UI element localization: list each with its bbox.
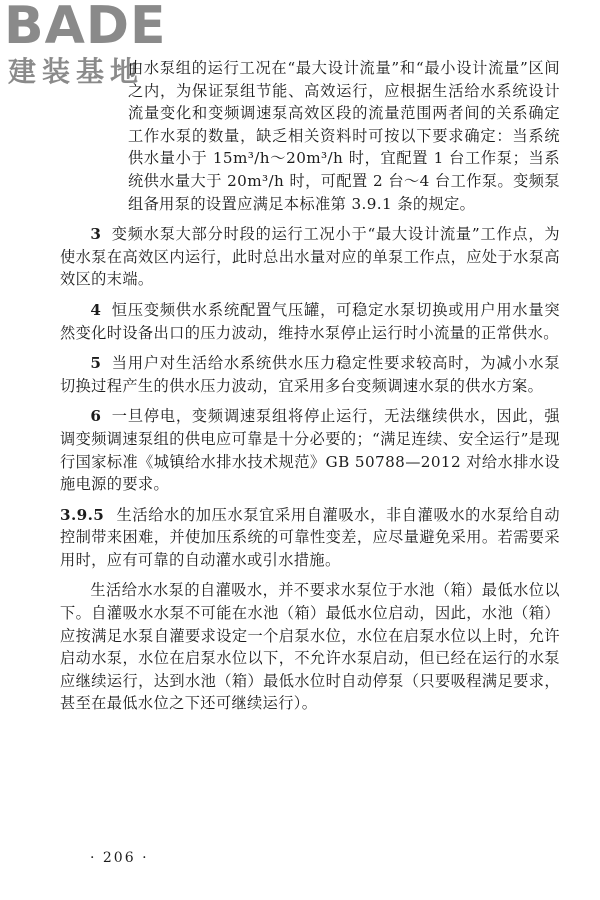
- paragraph-text: 恒压变频供水系统配置气压罐，可稳定水泵切换或用户用水量突然变化时设备出口的压力波动，维持水泵停止运行时小流量的正常供水。: [60, 300, 560, 342]
- page-body: [60, 57, 560, 723]
- paragraph-explanation: [60, 579, 560, 715]
- paragraph-text: 由水泵组的运行工况在“最大设计流量”和“最小设计流量”区间之内，为保证泵组节能、高效运行，应根据生活给水系统设计流量变化和变频调速泵高效区段的流量范围两者间的关系确定工作水泵的数量，缺乏相关资料时可按以下要求确定：当系统供水量小于 15m³/h～20m³/h 时，宜配置 1 台工作泵；当系统供水量大于 20m³/h 时，可配置 2 台～4 台工作泵。变频泵组备用泵的设置应满足本标准第 3.9.1 条的规定。: [128, 59, 560, 213]
- logo-wordmark: BADE: [4, 0, 167, 56]
- item-number: 5: [90, 354, 102, 373]
- paragraph-text: 变频水泵大部分时段的运行工况小于“最大设计流量”工作点，为使水泵在高效区内运行，此时总出水量对应的单泵工作点，应处于水泵高效区的末端。: [60, 225, 560, 289]
- item-number: 4: [90, 300, 102, 319]
- paragraph-item-3: [60, 223, 560, 291]
- paragraph-text: 当用户对生活给水系统供水压力稳定性要求较高时，为减小水泵切换过程产生的供水压力波动，宜采用多台变频调速水泵的供水方案。: [60, 354, 560, 395]
- paragraph-continued: [60, 57, 560, 215]
- logo-subtitle: 建装基地: [8, 55, 145, 88]
- paragraph-text: 生活给水水泵的自灌吸水，并不要求水泵位于水池（箱）最低水位以下。自灌吸水水泵不可能在水池（箱）最低水位启动，因此，水池（箱）应按满足水泵自灌要求设定一个启泵水位，水位在启泵水位以上时，允许启动水泵，水位在启泵水位以下，不允许水泵启动，但已经在运行的水泵应继续运行，达到水池（箱）最低水位时自动停泵（只要吸程满足要求，甚至在最低水位之下还可继续运行）。: [60, 581, 560, 713]
- page-number: · 206 ·: [90, 850, 149, 866]
- paragraph-text: 一旦停电，变频调速泵组将停止运行，无法继续供水，因此，强调变频调速泵组的供电应可靠是十分必要的；“满足连续、安全运行”是现行国家标准《城镇给水排水技术规范》GB 50788—2012 对给水排水设施电源的要求。: [60, 407, 560, 494]
- paragraph-text: 生活给水的加压水泵宜采用自灌吸水，非自灌吸水的水泵给自动控制带来困难，并使加压系统的可靠性变差，应尽量避免采用。若需要采用时，应有可靠的自动灌水或引水措施。: [60, 505, 560, 569]
- clause-3-9-5: [60, 504, 560, 572]
- paragraph-item-5: [60, 352, 560, 397]
- item-number: 6: [90, 407, 102, 426]
- item-number: 3: [90, 225, 102, 244]
- paragraph-item-4: [60, 299, 560, 344]
- paragraph-item-6: [60, 405, 560, 495]
- clause-number: 3.9.5: [60, 505, 105, 524]
